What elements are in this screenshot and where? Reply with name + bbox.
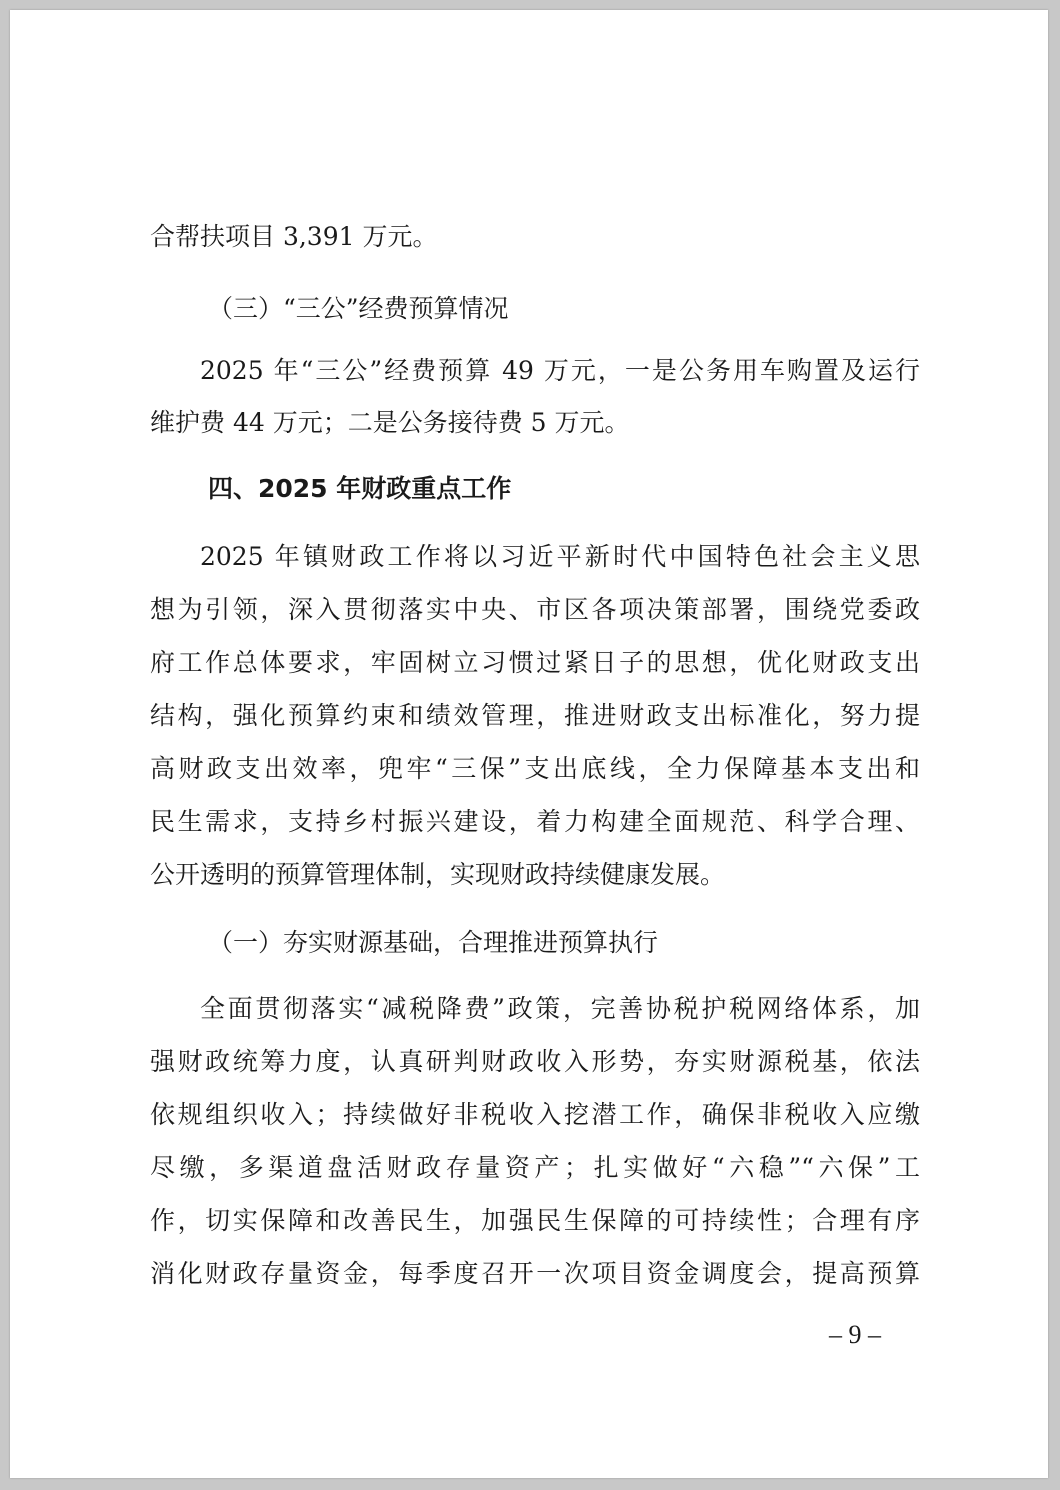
paragraph-line: 尽缴，多渠道盘活财政存量资产；扎实做好“六稳”“六保”工	[150, 1153, 920, 1182]
paragraph-line: 2025 年“三公”经费预算 49 万元，一是公务用车购置及运行	[200, 356, 920, 385]
paragraph-line: 民生需求，支持乡村振兴建设，着力构建全面规范、科学合理、	[150, 807, 920, 836]
paragraph-line: 合帮扶项目 3,391 万元。	[150, 222, 438, 251]
paragraph-line: 府工作总体要求，牢固树立习惯过紧日子的思想，优化财政支出	[150, 648, 920, 677]
paragraph-line: 全面贯彻落实“减税降费”政策，完善协税护税网络体系，加	[200, 994, 920, 1023]
section-subheading: （三）“三公”经费预算情况	[208, 294, 509, 323]
paragraph-line: 强财政统筹力度，认真研判财政收入形势，夯实财源税基，依法	[150, 1047, 920, 1076]
paragraph-line: 想为引领，深入贯彻落实中央、市区各项决策部署，围绕党委政	[150, 595, 920, 624]
section-subheading: （一）夯实财源基础，合理推进预算执行	[208, 928, 659, 957]
paragraph-line: 结构，强化预算约束和绩效管理，推进财政支出标准化，努力提	[150, 701, 920, 730]
paragraph-line: 消化财政存量资金，每季度召开一次项目资金调度会，提高预算	[150, 1259, 920, 1288]
paragraph-line: 公开透明的预算管理体制，实现财政持续健康发展。	[150, 860, 726, 889]
paragraph-line: 高财政支出效率，兜牢“三保”支出底线，全力保障基本支出和	[150, 754, 920, 783]
paragraph-line: 2025 年镇财政工作将以习近平新时代中国特色社会主义思	[200, 542, 920, 571]
document-page	[10, 10, 1048, 1478]
paragraph-line: 维护费 44 万元；二是公务接待费 5 万元。	[150, 408, 630, 437]
section-heading: 四、2025 年财政重点工作	[208, 474, 512, 503]
paragraph-line: 依规组织收入；持续做好非税收入挖潜工作，确保非税收入应缴	[150, 1100, 920, 1129]
page-number: – 9 –	[829, 1320, 881, 1349]
paragraph-line: 作，切实保障和改善民生，加强民生保障的可持续性；合理有序	[150, 1206, 920, 1235]
